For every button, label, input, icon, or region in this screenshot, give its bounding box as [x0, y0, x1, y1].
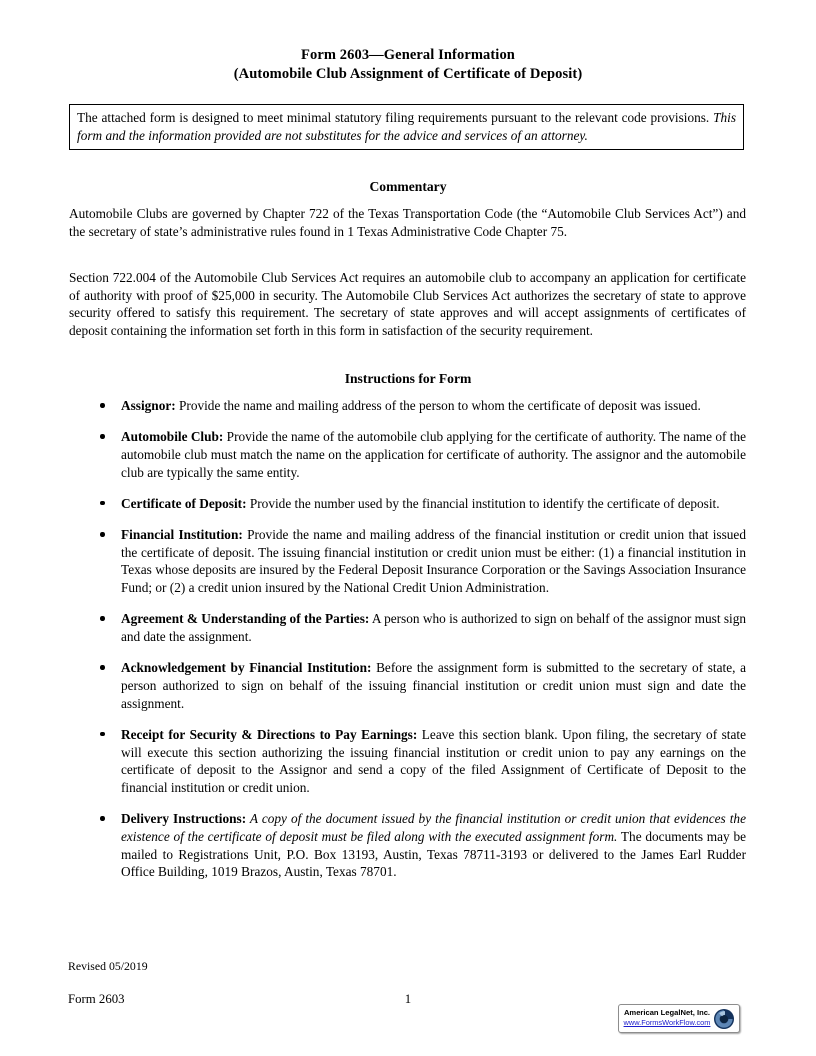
list-item-body: Provide the name and mailing address of the person to whom the certificate of deposit was issued.	[175, 398, 701, 413]
disclaimer-italic-text: This form and the information provided are not substitutes for the advice and services of an attorney.	[77, 110, 736, 143]
revision-date: Revised 05/2019	[68, 959, 148, 973]
footer-form-number: Form 2603	[68, 992, 125, 1006]
list-item-italic-body: A copy of the document issued by the financial institution or credit union that evidences the existence of the certificate of deposit must be filed along with the executed assignment form.	[121, 811, 746, 844]
list-item	[69, 495, 746, 513]
list-item-lead: Assignor:	[121, 398, 176, 413]
disclaimer-plain-text: The attached form is designed to meet minimal statutory filing requirements pursuant to the relevant code provisions.	[77, 110, 714, 125]
title-line-1: Form 2603—General Information	[301, 47, 515, 63]
list-item	[69, 428, 746, 481]
list-item	[69, 526, 746, 597]
list-item-body: Provide the name of the automobile club applying for the certificate of authority. The name of the automobile club must match the name on the application for certificate of authority. The assignor and the automobile club are typically the same entity.	[121, 429, 747, 480]
bullet-icon	[100, 403, 105, 408]
logo-text-block	[623, 1008, 711, 1028]
commentary-paragraph-1: Automobile Clubs are governed by Chapter 722 of the Texas Transportation Code (the “Automobile Club Services Act”) and the secretary of state’s administrative rules found in 1 Texas Administrative Code Chapter 75.	[69, 206, 746, 239]
page-title	[68, 46, 748, 84]
bullet-icon	[100, 532, 105, 537]
list-item-body: Provide the name and mailing address of the financial institution or credit union that issued the certificate of deposit. The issuing financial institution or credit union must be either: (1) a financial institution in Texas whose deposits are insured by the Federal Deposit Insurance Corporation or the Savings Association Insurance Fund; or (2) a credit union insured by the National Credit Union Administration.	[121, 527, 746, 596]
bullet-icon	[100, 732, 105, 737]
footer-page-number: 1	[404, 992, 412, 1006]
list-item	[69, 610, 746, 645]
list-item	[69, 397, 746, 415]
list-item-body: Provide the number used by the financial institution to identify the certificate of deposit.	[246, 495, 720, 511]
disclaimer-box	[69, 104, 744, 150]
bullet-icon	[100, 616, 105, 621]
logo-company-name: American LegalNet, Inc.	[623, 1008, 711, 1017]
list-item-body: Before the assignment form is submitted to the secretary of state, a person authorized to sign on behalf of the issuing financial institution or credit union must sign and date the assignment.	[121, 660, 746, 711]
list-item	[69, 726, 746, 797]
bullet-icon	[100, 665, 105, 670]
instructions-heading: Instructions for Form	[344, 371, 472, 386]
list-item-lead: Acknowledgement by Financial Institution:	[121, 660, 372, 676]
list-item-lead: Delivery Instructions:	[121, 811, 247, 827]
list-item-lead: Receipt for Security & Directions to Pay Earnings:	[121, 726, 418, 742]
list-item	[69, 810, 746, 881]
list-item-lead: Automobile Club:	[121, 429, 224, 445]
disclaimer-text	[77, 109, 736, 144]
circular-swirl-icon	[713, 1008, 735, 1030]
list-item-body: A person who is authorized to sign on behalf of the assignor must sign and date the assignment.	[121, 611, 746, 645]
list-item-body: Leave this section blank. Upon filing, the secretary of state will execute this section authorizing the issuing financial institution or credit union to pay any earnings on the certificate of deposit to the Assignor and send a copy of the filed Assignment of Certificate of Deposit to the financial institution or credit union.	[121, 726, 747, 795]
list-item	[69, 659, 746, 712]
american-legalnet-logo[interactable]	[618, 1004, 740, 1033]
list-item-lead: Certificate of Deposit:	[121, 495, 247, 511]
list-item-body: The documents may be mailed to Registrations Unit, P.O. Box 13193, Austin, Texas 78711-3193 or delivered to the James Earl Rudder Office Building, 1019 Brazos, Austin, Texas 78701.	[121, 828, 746, 880]
list-item-lead: Agreement & Understanding of the Parties:	[121, 611, 370, 627]
list-item-lead: Financial Institution:	[121, 527, 243, 543]
bullet-icon	[100, 501, 105, 506]
commentary-paragraph-2: Section 722.004 of the Automobile Club Services Act requires an automobile club to accompany an application for certificate of authority with proof of $25,000 in security. The Automobile Club Services Act authorizes the secretary of state to approve security offered to satisfy this requirement. The secretary of state approves and will accept assignments of certificates of deposit containing the information set forth in this form in satisfaction of the security requirement.	[69, 270, 746, 339]
instructions-list	[69, 397, 746, 894]
logo-website-link[interactable]: www.FormsWorkFlow.com	[623, 1018, 711, 1027]
title-line-2: (Automobile Club Assignment of Certificate of Deposit)	[233, 66, 583, 82]
bullet-icon	[100, 816, 105, 821]
commentary-heading: Commentary	[369, 179, 447, 194]
bullet-icon	[100, 434, 105, 439]
